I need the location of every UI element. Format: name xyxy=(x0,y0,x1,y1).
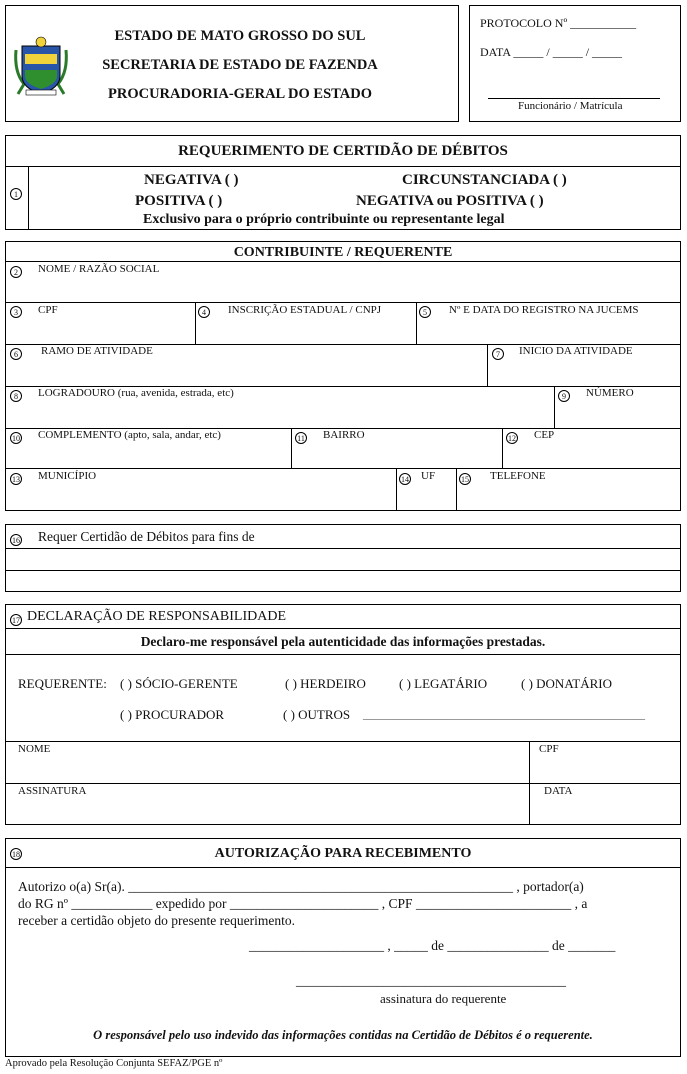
registro-jucems-field[interactable]: Nº E DATA DO REGISTRO NA JUCEMS xyxy=(449,304,639,316)
outros-line[interactable]: _______________________________________________ xyxy=(363,707,645,721)
field-number-6: 6 xyxy=(10,348,22,360)
funcionario-signature-line xyxy=(488,98,660,99)
field-number-14: 14 xyxy=(401,475,409,484)
finalidade-line-2[interactable] xyxy=(6,570,680,571)
state-name: ESTADO DE MATO GROSSO DO SUL xyxy=(114,28,366,44)
request-type-box xyxy=(5,135,681,230)
declaracao-data-field[interactable]: DATA xyxy=(544,785,573,797)
field-number-11: 11 xyxy=(295,432,307,444)
autorizacao-date-line[interactable]: ____________________ , _____ de _______________ de _______ xyxy=(249,938,616,953)
numero-field[interactable]: NÚMERO xyxy=(586,387,634,399)
assinatura-field[interactable]: ASSINATURA xyxy=(18,785,87,797)
autorizacao-note: O responsável pelo uso indevido das informações contidas na Certidão de Débitos é o requerente. xyxy=(93,1028,593,1042)
exclusivo-note: Exclusivo para o próprio contribuinte ou representante legal xyxy=(143,212,505,227)
inicio-atividade-field[interactable]: INICIO DA ATIVIDADE xyxy=(519,345,633,357)
option-socio-gerente[interactable]: ( ) SÓCIO-GERENTE xyxy=(120,676,238,691)
header-box xyxy=(5,5,459,122)
finalidade-label: Requer Certidão de Débitos para fins de xyxy=(38,529,255,544)
option-donatario[interactable]: ( ) DONATÁRIO xyxy=(521,676,612,691)
nome-field[interactable]: NOME xyxy=(18,743,51,755)
declaracao-box xyxy=(5,604,681,825)
option-negativa-ou-positiva[interactable]: NEGATIVA ou POSITIVA ( ) xyxy=(356,193,544,209)
option-circunstanciada[interactable]: CIRCUNSTANCIADA ( ) xyxy=(402,172,567,188)
declaracao-statement: Declaro-me responsável pela autenticidade das informações prestadas. xyxy=(140,634,546,649)
autorizacao-line-3: receber a certidão objeto do presente requerimento. xyxy=(18,913,295,928)
field-number-9: 9 xyxy=(558,390,570,402)
field-number-13: 13 xyxy=(12,475,20,484)
finalidade-box xyxy=(5,524,681,592)
secretariat-name: SECRETARIA DE ESTADO DE FAZENDA xyxy=(102,57,378,73)
option-procurador[interactable]: ( ) PROCURADOR xyxy=(120,707,225,722)
inscricao-estadual-field[interactable]: INSCRIÇÃO ESTADUAL / CNPJ xyxy=(228,304,382,316)
contribuinte-title: CONTRIBUINTE / REQUERENTE xyxy=(233,245,453,260)
field-number-17: 17 xyxy=(12,616,20,625)
autorizacao-title: AUTORIZAÇÃO PARA RECEBIMENTO xyxy=(214,846,472,861)
nome-razao-social-field[interactable]: NOME / RAZÃO SOCIAL xyxy=(38,263,160,275)
autorizacao-box xyxy=(5,838,681,1057)
footer-approval: Aprovado pela Resolução Conjunta SEFAZ/PGE nº xyxy=(5,1058,223,1069)
contribuinte-box xyxy=(5,241,681,511)
field-number-7: 7 xyxy=(492,348,504,360)
cpf-field[interactable]: CPF xyxy=(38,304,58,316)
option-legatario[interactable]: ( ) LEGATÁRIO xyxy=(399,676,488,691)
autorizacao-line-1[interactable]: Autorizo o(a) Sr(a). _________________________________________________________ , portador(a) xyxy=(18,879,584,894)
declarante-cpf-field[interactable]: CPF xyxy=(539,743,559,755)
declaracao-title: DECLARAÇÃO DE RESPONSABILIDADE xyxy=(27,609,287,624)
field-number-18: 18 xyxy=(12,850,20,859)
option-positiva[interactable]: POSITIVA ( ) xyxy=(135,193,223,209)
telefone-field[interactable]: TELEFONE xyxy=(490,470,546,482)
protocol-box xyxy=(469,5,681,122)
field-number-12: 12 xyxy=(508,434,516,443)
ramo-atividade-field[interactable]: RAMO DE ATIVIDADE xyxy=(41,345,153,357)
requerente-signature-label: assinatura do requerente xyxy=(380,991,507,1006)
logradouro-field[interactable]: LOGRADOURO (rua, avenida, estrada, etc) xyxy=(38,387,234,399)
bairro-field[interactable]: BAIRRO xyxy=(323,429,365,441)
protocolo-field[interactable]: PROTOCOLO Nº ___________ xyxy=(480,16,637,30)
uf-field[interactable]: UF xyxy=(421,470,436,482)
autorizacao-line-2[interactable]: do RG nº ____________ expedido por ______________________ , CPF _______________________ , a xyxy=(18,896,588,911)
option-herdeiro[interactable]: ( ) HERDEIRO xyxy=(285,676,366,691)
field-number-4: 4 xyxy=(198,306,210,318)
cep-field[interactable]: CEP xyxy=(534,429,555,441)
field-number-5: 5 xyxy=(419,306,431,318)
municipio-field[interactable]: MUNICÍPIO xyxy=(38,470,97,482)
requerente-label: REQUERENTE: xyxy=(18,676,107,691)
finalidade-line-1[interactable] xyxy=(6,548,680,549)
field-number-3: 3 xyxy=(10,306,22,318)
funcionario-label: Funcionário / Matrícula xyxy=(518,100,623,112)
data-field[interactable]: DATA _____ / _____ / _____ xyxy=(480,45,623,59)
field-number-2: 2 xyxy=(10,266,22,278)
option-outros[interactable]: ( ) OUTROS xyxy=(283,707,351,722)
option-negativa[interactable]: NEGATIVA ( ) xyxy=(144,172,239,188)
request-title: REQUERIMENTO DE CERTIDÃO DE DÉBITOS xyxy=(178,143,508,159)
office-name: PROCURADORIA-GERAL DO ESTADO xyxy=(108,86,372,102)
field-number-16: 16 xyxy=(12,536,20,545)
field-number-15: 15 xyxy=(461,475,469,484)
requerente-signature-line[interactable]: ________________________________________ xyxy=(296,973,566,988)
field-number-10: 10 xyxy=(12,434,20,443)
field-number-1: 1 xyxy=(10,188,22,200)
complemento-field[interactable]: COMPLEMENTO (apto, sala, andar, etc) xyxy=(38,429,221,441)
field-number-8: 8 xyxy=(10,390,22,402)
